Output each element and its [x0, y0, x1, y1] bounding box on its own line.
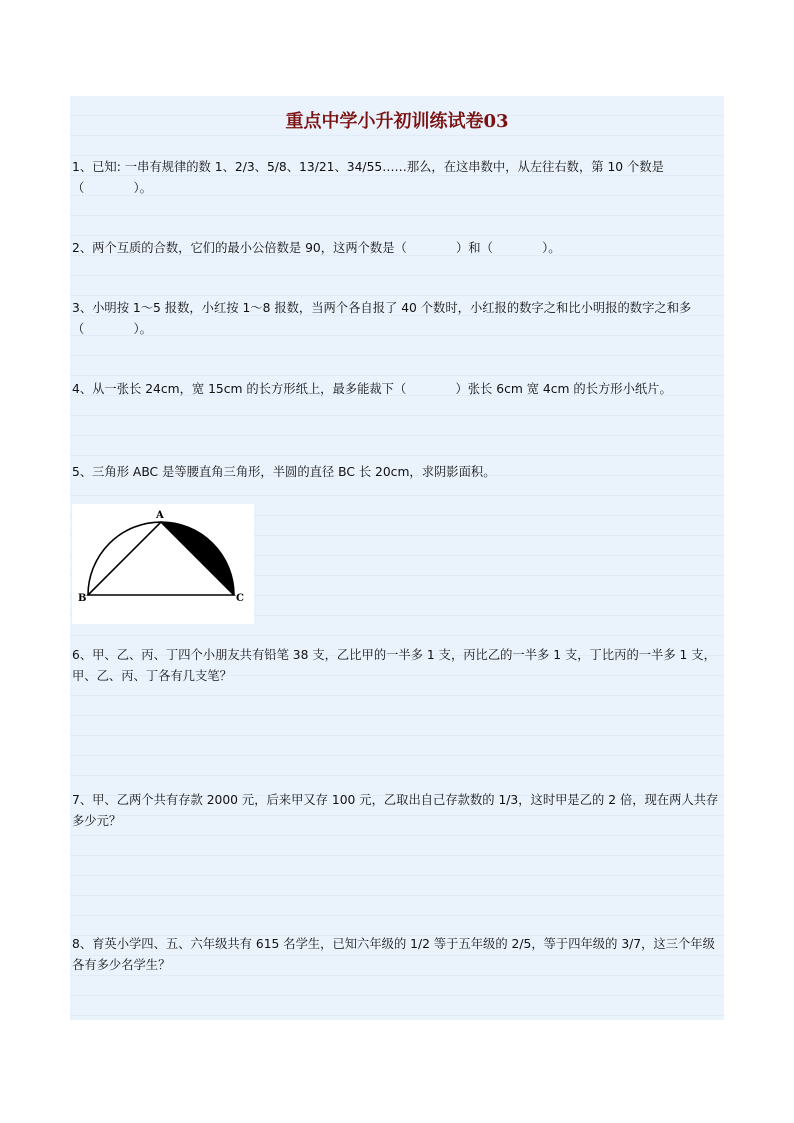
question-8: 8、育英小学四、五、六年级共有 615 名学生，已知六年级的 1/2 等于五年级的 2/5，等于四年级的 3/7，这三个年级各有多少名学生？ [72, 937, 715, 972]
label-b: B [78, 593, 87, 604]
label-c: C [236, 593, 244, 604]
question-2: 2、两个互质的合数，它们的最小公倍数是 90，这两个数是（ ）和（ ）。 [72, 241, 561, 255]
question-5: 5、三角形 ABC 是等腰直角三角形，半圆的直径 BC 长 20cm，求阴影面积。 [72, 465, 496, 479]
exam-title: 重点中学小升初训练试卷03 [285, 111, 509, 132]
question-1: 1、已知: 一串有规律的数 1、2/3、5/8、13/21、34/55……那么，在这串数中，从左往右数，第 10 个数是（ ）。 [72, 160, 664, 195]
question-7: 7、甲、乙两个共有存款 2000 元，后来甲又存 100 元，乙取出自己存款数的 1/3，这时甲是乙的 2 倍，现在两人共存多少元？ [72, 793, 719, 828]
semicircle-triangle-figure [72, 504, 254, 624]
question-3: 3、小明按 1～5 报数，小红按 1～8 报数，当两个各自报了 40 个数时，小红报的数字之和比小明报的数字之和多（ ）。 [72, 301, 692, 336]
figure-svg [72, 504, 254, 624]
label-a: A [156, 510, 164, 521]
question-6: 6、甲、乙、丙、丁四个小朋友共有铅笔 38 支，乙比甲的一半多 1 支，丙比乙的一半多 1 支，丁比丙的一半多 1 支，甲、乙、丙、丁各有几支笔？ [72, 648, 716, 683]
question-4: 4、从一张长 24cm，宽 15cm 的长方形纸上，最多能裁下（ ）张长 6cm 宽 4cm 的长方形小纸片。 [72, 382, 672, 396]
